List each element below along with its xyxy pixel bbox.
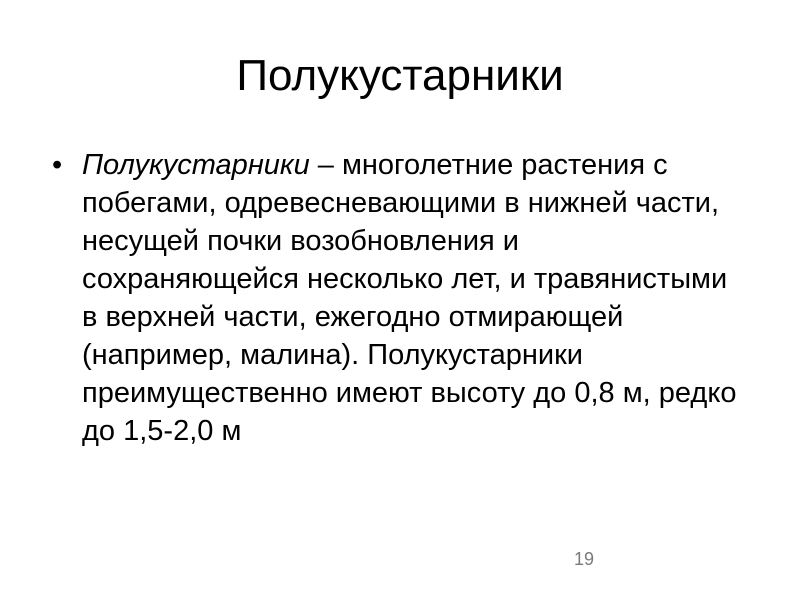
- page-number: 19: [574, 549, 595, 569]
- definition-term: Полукустарники: [82, 149, 310, 181]
- slide-title: Полукустарники: [236, 51, 564, 100]
- bullet-item: [52, 146, 742, 450]
- definition-text: – многолетние растения с побегами, одревесневающими в нижней части, несущей почки возобновления и сохраняющейся несколько лет, и травянистыми в верхней части, ежегодно отмирающей (например, малина). Полукустарники преимущественно имеют высоту до 0,8 м, редко до 1,5-2,0 м: [82, 149, 737, 447]
- bullet-list: [52, 146, 742, 450]
- bullet-icon: •: [52, 149, 63, 181]
